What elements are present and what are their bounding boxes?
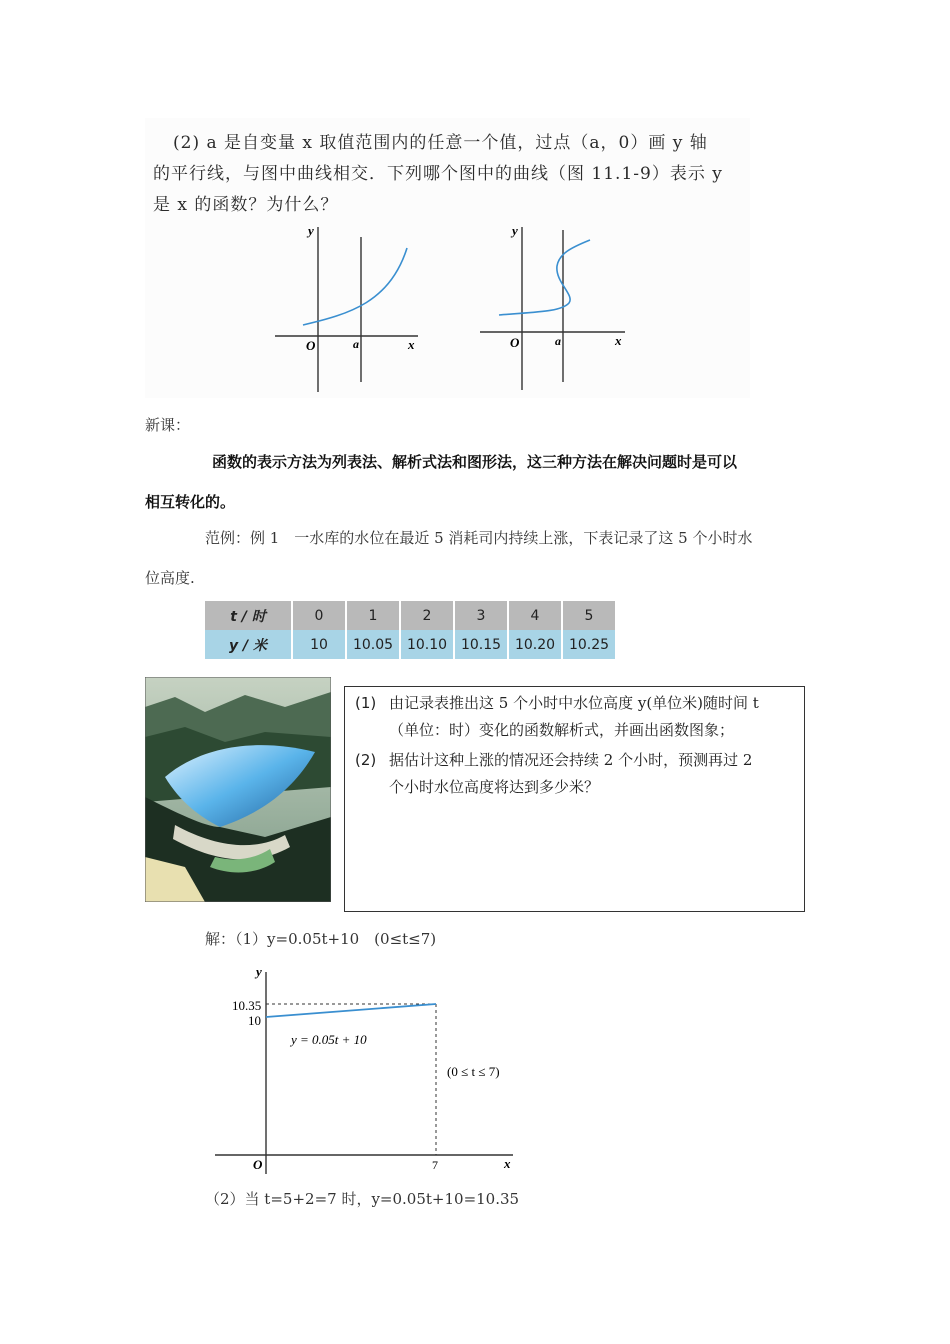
new-lesson-heading: 新课： [145, 416, 191, 434]
solution-domain-label: (0 ≤ t ≤ 7) [447, 1064, 500, 1079]
left-function-graph [270, 222, 430, 397]
table-cell: 10 [293, 630, 345, 659]
key-point-line2: 相互转化的。 [145, 493, 236, 511]
question-number: (1) [355, 694, 377, 712]
question-number: (2) [355, 751, 377, 769]
table-cell: 0 [293, 601, 345, 630]
solution-origin-label: O [253, 1157, 263, 1172]
solution-line2: （2）当 t=5+2=7 时，y=0.05t+10=10.35 [205, 1190, 520, 1208]
table-cell: 2 [401, 601, 453, 630]
question-text: （单位：时）变化的函数解析式，并画出函数图象； [389, 721, 735, 739]
example-line2: 位高度. [145, 569, 195, 587]
question-text: 据估计这种上涨的情况还会持续 2 个小时，预测再过 2 [389, 751, 753, 769]
right-y-label: y [512, 223, 518, 238]
solution-y-tick-low: 10 [248, 1013, 261, 1028]
figure-question-line1: (2) a 是自变量 x 取值范围内的任意一个值，过点（a，0）画 y 轴 [173, 133, 708, 153]
question-box [344, 686, 805, 912]
solution-y-tick-high: 10.35 [232, 998, 262, 1013]
table-cell: 10.15 [455, 630, 507, 659]
table-cell: 10.05 [347, 630, 399, 659]
table-cell: 3 [455, 601, 507, 630]
figure-question-line2: 的平行线，与图中曲线相交．下列哪个图中的曲线（图 11.1-9）表示 y [153, 164, 723, 184]
solution-function-line [266, 1004, 436, 1017]
table-header-level: y / 米 [205, 630, 291, 659]
table-cell: 1 [347, 601, 399, 630]
right-a-label: a [555, 334, 561, 348]
right-curve [499, 240, 590, 315]
left-y-label: y [308, 223, 314, 238]
right-origin-label: O [510, 335, 520, 350]
table-cell: 10.20 [509, 630, 561, 659]
solution-x-tick: 7 [432, 1158, 438, 1172]
question-text: 由记录表推出这 5 个小时中水位高度 y(单位米)随时间 t [389, 694, 759, 712]
question-item-1 [355, 690, 800, 744]
solution-equation-label: y = 0.05t + 10 [291, 1032, 367, 1047]
solution-x-label: x [504, 1156, 511, 1171]
table-cell: 4 [509, 601, 561, 630]
solution-y-label: y [256, 964, 262, 979]
table-row-time [205, 601, 615, 630]
question-item-2 [355, 747, 800, 801]
left-a-label: a [353, 337, 359, 351]
right-function-graph [475, 222, 635, 397]
left-origin-label: O [306, 338, 316, 353]
right-x-label: x [615, 333, 622, 348]
figure-question-block [145, 118, 750, 398]
question-text: 个小时水位高度将达到多少米？ [389, 778, 600, 796]
solution-graph [215, 962, 525, 1182]
table-row-level [205, 630, 615, 659]
solution-line1: 解：（1）y=0.05t+10 (0≤t≤7) [205, 930, 437, 948]
table-cell: 10.25 [563, 630, 615, 659]
figure-question-line3: 是 x 的函数？为什么？ [153, 195, 339, 215]
left-x-label: x [408, 337, 415, 352]
table-cell: 10.10 [401, 630, 453, 659]
water-level-table [203, 601, 617, 659]
key-point-line1: 函数的表示方法为列表法、解析式法和图形法，这三种方法在解决问题时是可以 [212, 453, 738, 471]
example-line1: 范例：例 1 一水库的水位在最近 5 消耗司内持续上涨，下表记录了这 5 个小时水 [205, 529, 753, 547]
table-header-time: t / 时 [205, 601, 291, 630]
table-cell: 5 [563, 601, 615, 630]
reservoir-photo [145, 677, 331, 902]
